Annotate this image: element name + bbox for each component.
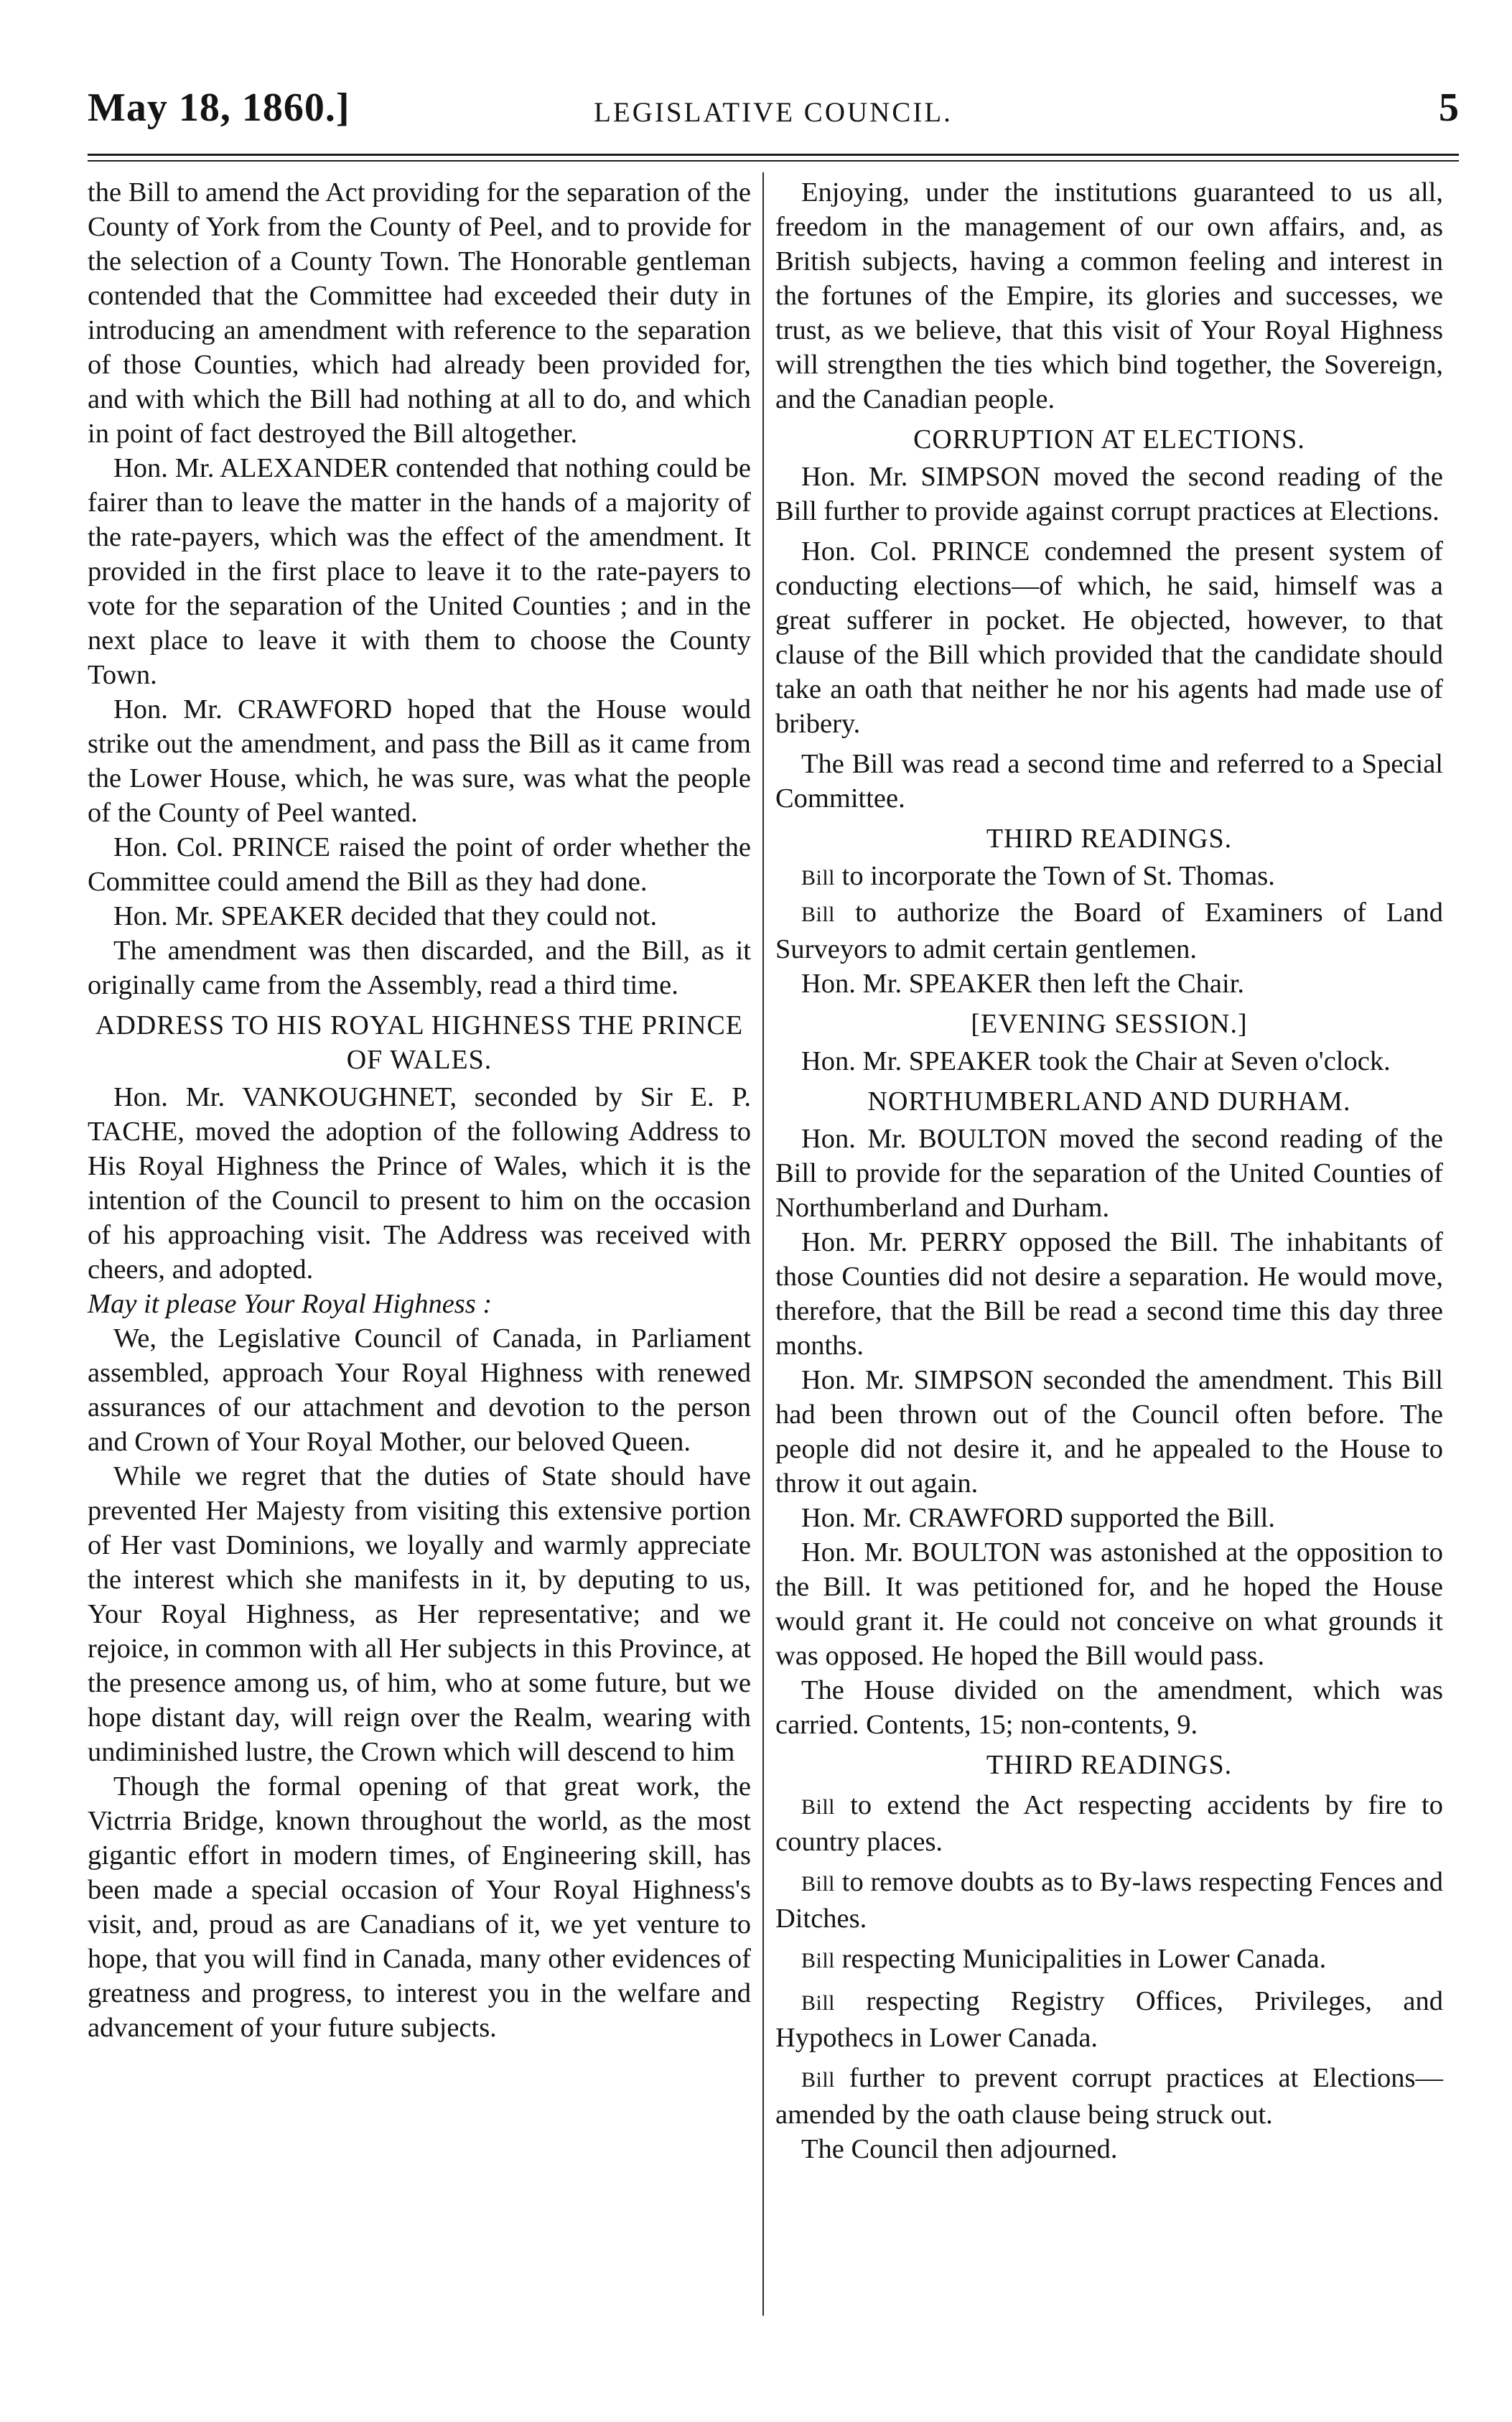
bill-item	[775, 859, 1443, 895]
paragraph: Hon. Mr. BOULTON was astonished at the opposition to the Bill. It was petitioned for, and he hoped the House would grant it. He could not conceive on what grounds it was opposed. He hoped the Bill would pass.	[775, 1537, 1443, 1671]
paragraph: While we regret that the duties of State should have prevented Her Majesty from visiting this extensive portion of Her vast Dominions, we loyally and warmly appreciate the interest which she manifests in it, by deputing to us, Your Royal Highness, as Her representative; and we rejoice, in common with all Her subjects in this Province, at the presence among us, of him, who at some future, but we hope distant day, will reign over the Realm, wearing with undiminished lustre, the Crown which will descend to him	[88, 1461, 751, 1767]
address-salutation: May it please Your Royal Highness :	[88, 1289, 493, 1319]
bill-text: further to prevent corrupt practices at Elections—amended by the oath clause being struck out.	[775, 2063, 1443, 2130]
bill-item	[775, 1865, 1443, 1936]
paragraph: Though the formal opening of that great work, the Victrria Bridge, known throughout the world, as the most gigantic effort in modern times, of Engineering skill, has been made a special occasion of Your Royal Highness's visit, and, proud as are Canadians of it, we yet venture to hope, that you will find in Canada, many other evidences of greatness and progress, to interest you in the welfare and advancement of your future subjects.	[88, 1771, 751, 2043]
bill-text: respecting Municipalities in Lower Canada.	[835, 1944, 1327, 1974]
bill-item	[775, 1984, 1443, 2055]
right-column	[775, 175, 1443, 2166]
paragraph: Hon. Mr. CRAWFORD hoped that the House would strike out the amendment, and pass the Bill as it came from the Lower House, which, he was sure, was what the people of the County of Peel wanted.	[88, 694, 751, 828]
header-rule-bottom	[88, 160, 1459, 162]
paragraph: Hon. Mr. SPEAKER decided that they could not.	[113, 901, 658, 931]
paragraph: Hon. Col. PRINCE raised the point of order whether the Committee could amend the Bill as they had done.	[88, 832, 751, 897]
section-heading-evening-session: [EVENING SESSION.]	[971, 1009, 1248, 1039]
bill-item	[775, 895, 1443, 967]
bill-text: to incorporate the Town of St. Thomas.	[835, 861, 1275, 891]
left-column	[88, 175, 751, 2045]
bill-label: Bill	[801, 866, 836, 890]
section-heading-address: ADDRESS TO HIS ROYAL HIGHNESS THE PRINCE OF WALES.	[95, 1010, 744, 1075]
column-divider	[762, 172, 764, 2316]
paragraph: Hon. Col. PRINCE condemned the present system of conducting elections—of which, he said, himself was a great sufferer in pocket. He objected, however, to that clause of the Bill which provided that the candidate should take an oath that neither he nor his agents had made use of bribery.	[775, 536, 1443, 739]
paragraph: Hon. Mr. VANKOUGHNET, seconded by Sir E. P. TACHE, moved the adoption of the following Address to His Royal Highness the Prince of Wales, which it is the intention of the Council to present to him on the occasion of his approaching visit. The Address was received with cheers, and adopted.	[88, 1082, 751, 1285]
paragraph: Hon. Mr. BOULTON moved the second reading of the Bill to provide for the separation of the United Counties of Northumberland and Durham.	[775, 1124, 1443, 1223]
paragraph: The amendment was then discarded, and the Bill, as it originally came from the Assembly, read a third time.	[88, 936, 751, 1000]
bill-text: to extend the Act respecting accidents by fire to country places.	[775, 1790, 1443, 1857]
bill-text: to remove doubts as to By-laws respecting Fences and Ditches.	[775, 1867, 1443, 1934]
bill-item	[775, 1942, 1443, 1978]
header-page-number: 5	[1439, 85, 1459, 130]
paragraph: Enjoying, under the institutions guaranteed to us all, freedom in the management of our own affairs, and, as British subjects, having a common feeling and interest in the fortunes of the Empire, its glories and successes, we trust, as we believe, that this visit of Your Royal Highness will strengthen the ties which bind together, the Sovereign, and the Canadian people.	[775, 177, 1443, 414]
section-heading-corruption: CORRUPTION AT ELECTIONS.	[913, 424, 1305, 455]
header-rule-top	[88, 154, 1459, 156]
header-date: May 18, 1860.]	[88, 85, 350, 130]
paragraph: Hon. Mr. CRAWFORD supported the Bill.	[801, 1503, 1275, 1533]
bill-label: Bill	[801, 2068, 836, 2092]
paragraph: The Bill was read a second time and referred to a Special Committee.	[775, 749, 1443, 814]
paragraph: the Bill to amend the Act providing for the separation of the County of York from the County of Peel, and to provide for the selection of a County Town. The Honorable gentleman contended that the Committee had exceeded their duty in introducing an amendment with reference to the separation of those Counties, which had already been provided for, and with which the Bill had nothing at all to do, and which in point of fact destroyed the Bill altogether.	[88, 177, 751, 449]
section-heading-third-readings: THIRD READINGS.	[986, 1750, 1233, 1780]
bill-item	[775, 2061, 1443, 2132]
bill-text: to authorize the Board of Examiners of Land Surveyors to admit certain gentlemen.	[775, 898, 1443, 964]
page-header	[88, 85, 1459, 151]
bill-label: Bill	[801, 1991, 836, 2015]
bill-label: Bill	[801, 1949, 836, 1972]
paragraph: Hon. Mr. ALEXANDER contended that nothing could be fairer than to leave the matter in the hands of a majority of the rate-payers, which was the effect of the amendment. It provided in the first place to leave it to the rate-payers to vote for the separation of the United Counties ; and in the next place to leave it with them to choose the County Town.	[88, 453, 751, 690]
paragraph: Hon. Mr. SIMPSON moved the second reading of the Bill further to provide against corrupt practices at Elections.	[775, 462, 1443, 526]
paragraph: Hon. Mr. PERRY opposed the Bill. The inhabitants of those Counties did not desire a separation. He would move, therefore, that the Bill be read a second time this day three months.	[775, 1227, 1443, 1361]
paragraph: Hon. Mr. SPEAKER then left the Chair.	[801, 969, 1245, 999]
paragraph: We, the Legislative Council of Canada, in Parliament assembled, approach Your Royal Highness with renewed assurances of our attachment and devotion to the person and Crown of Your Royal Mother, our beloved Queen.	[88, 1323, 751, 1457]
paragraph: Hon. Mr. SPEAKER took the Chair at Seven o'clock.	[801, 1046, 1391, 1076]
bill-label: Bill	[801, 1872, 836, 1896]
bill-label: Bill	[801, 903, 836, 926]
paragraph: The Council then adjourned.	[801, 2134, 1118, 2164]
bill-text: respecting Registry Offices, Privileges, and Hypothecs in Lower Canada.	[775, 1986, 1443, 2053]
bill-label: Bill	[801, 1795, 836, 1819]
bill-item	[775, 1788, 1443, 1859]
section-heading-northumberland: NORTHUMBERLAND AND DURHAM.	[867, 1086, 1351, 1117]
header-title: LEGISLATIVE COUNCIL.	[594, 97, 953, 128]
paragraph: The House divided on the amendment, which was carried. Contents, 15; non-contents, 9.	[775, 1675, 1443, 1740]
paragraph: Hon. Mr. SIMPSON seconded the amendment. This Bill had been thrown out of the Council often before. The people did not desire it, and he appealed to the House to throw it out again.	[775, 1365, 1443, 1499]
section-heading-third-readings: THIRD READINGS.	[986, 824, 1233, 854]
